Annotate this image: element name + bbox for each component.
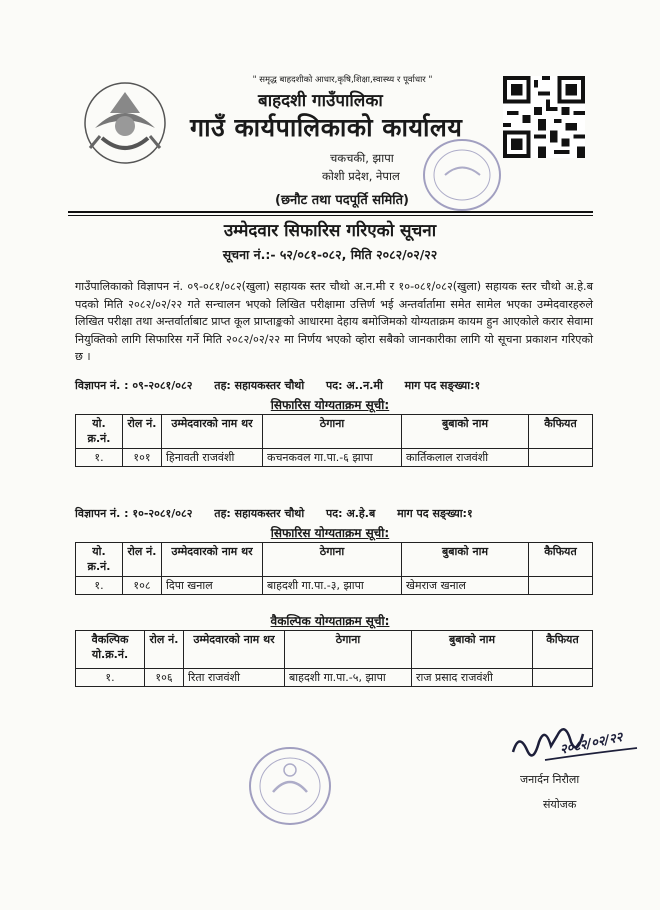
list-title-1: सिफारिस योग्यताक्रम सूची: (270, 398, 390, 412)
advertisement-info-2 (75, 506, 491, 521)
col-sn: यो. क्र.नं. (76, 543, 123, 577)
notice-body: गाउँपालिकाको विज्ञापन नं. ०९-०८१/०८२(खुला) सहायक स्तर चौथो अ.न.मी र १०-०८१/०८२(खुला) सहायक स्तर चौथो अ.हे.ब पदको मिति २०८२/०२/२२ गते सन्चालन भएको लिखित परीक्षामा उत्तिर्ण भई अन्तर्वार्तामा समेत सामेल भएका उम्मेदवारहरुले लिखित परीक्षा तथा अन्तर्वार्ताबाट प्राप्त कूल प्राप्ताङ्कको आधारमा देहाय बमोजिमको योग्यताक्रम कायम हुन आएकोले करार सेवामा नियुक्तिको लागि सिफारिस गर्ने मिति २०८२/०२/२२ मा निर्णय भएको व्होरा सबैको जानकारीका लागि यो सूचना प्रकाशन गरिएको छ । (75, 280, 593, 364)
col-name: उम्मेदवारको नाम थर (162, 415, 263, 449)
adv-number: विज्ञापन नं. : १०-२०८१/०८२ (75, 507, 193, 520)
adv-demand: माग पद सङ्ख्या:१ (397, 507, 473, 520)
signatory-name: जनार्दन निरौला (520, 773, 580, 786)
col-sn: वैकल्पिक यो.क्र.नं. (76, 631, 145, 669)
address-line-1: चकचकी, झापा (330, 151, 394, 165)
adv-demand: माग पद सङ्ख्या:१ (404, 379, 481, 392)
advertisement-info-1 (75, 378, 498, 393)
list-title-2: सिफारिस योग्यताक्रम सूची: (270, 526, 390, 540)
col-father: बुबाको नाम (412, 631, 533, 669)
adv-post: पद: अ.हे.ब (326, 507, 376, 520)
col-roll: रोल नं. (123, 415, 162, 449)
col-name: उम्मेदवारको नाम थर (162, 543, 263, 577)
motto: " समृद्ध बाहदशीको आधार,कृषि,शिक्षा,स्वास्थ्य र पूर्वाधार " (252, 75, 433, 85)
col-roll: रोल नं. (145, 631, 184, 669)
office-stamp-icon (420, 135, 505, 215)
col-remarks: कैफियत (529, 415, 593, 449)
adv-level: तह: सहायकस्तर चौथो (214, 507, 305, 520)
col-name: उम्मेदवारको नाम थर (184, 631, 285, 669)
office-name: गाउँ कार्यपालिकाको कार्यालय (190, 113, 463, 142)
qr-code-icon (503, 76, 585, 158)
notice-number: सूचना नं.:- ५२/०८१-०८२, मिति २०८२/०२/२२ (222, 247, 438, 262)
recommendation-table-2 (75, 542, 593, 595)
col-roll: रोल नं. (123, 543, 162, 577)
table-row: १. १०८ दिपा खनाल बाहदशी गा.पा.-३, झापा खेमराज खनाल (76, 577, 593, 595)
signatory-role: संयोजक (543, 798, 577, 811)
municipality-name: बाहदशी गाउँपालिका (258, 91, 383, 111)
col-sn: यो. क्र.नं. (76, 415, 123, 449)
col-remarks: कैफियत (529, 543, 593, 577)
col-remarks: कैफियत (533, 631, 593, 669)
notice-title: उम्मेदवार सिफारिस गरिएको सूचना (223, 221, 437, 241)
address-line-2: कोशी प्रदेश, नेपाल (322, 169, 400, 183)
col-address: ठेगाना (263, 543, 402, 577)
list-title-3: वैकल्पिक योग्यताक्रम सूची: (270, 614, 390, 628)
col-address: ठेगाना (263, 415, 402, 449)
col-father: बुबाको नाम (402, 415, 529, 449)
table-row: १. १०१ हिनावती राजवंशी कचनकवल गा.पा.-६ झापा कार्तिकलाल राजवंशी (76, 449, 593, 467)
committee-name: (छनौट तथा पदपूर्ति समिति) (275, 193, 409, 208)
adv-post: पद: अ..न.मी (326, 379, 383, 392)
alternate-table (75, 630, 593, 687)
office-stamp-icon (245, 742, 335, 830)
col-address: ठेगाना (285, 631, 412, 669)
handwritten-date: २०८२/०२/२२ (558, 729, 625, 758)
recommendation-table-1 (75, 414, 593, 467)
col-father: बुबाको नाम (402, 543, 529, 577)
nepal-emblem-icon (80, 78, 170, 168)
table-row: १. १०६ रिता राजवंशी बाहदशी गा.पा.-५, झापा राज प्रसाद राजवंशी (76, 669, 593, 687)
adv-number: विज्ञापन नं. : ०९-२०८१/०८२ (75, 379, 193, 392)
adv-level: तह: सहायकस्तर चौथो (214, 379, 305, 392)
